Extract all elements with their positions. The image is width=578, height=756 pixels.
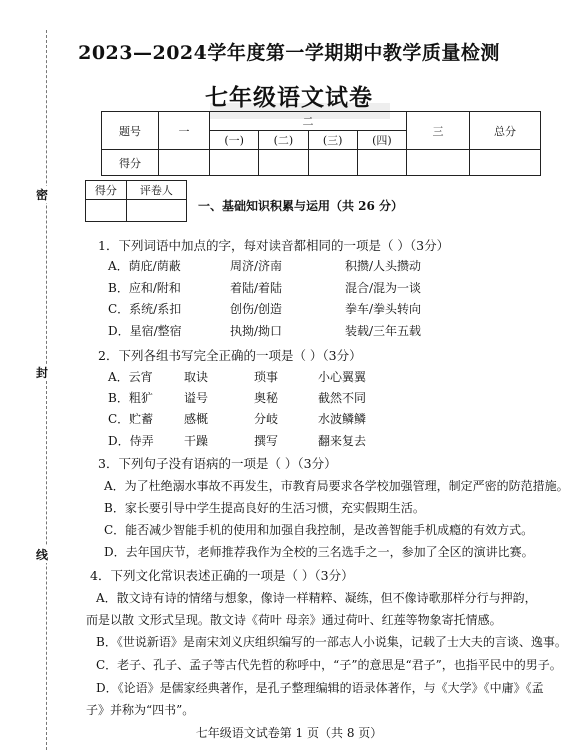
- q2-option-d-2: 干躁: [184, 434, 209, 448]
- score-cell[interactable]: [259, 150, 308, 176]
- q2-option-c-4: 水波鳞鳞: [318, 412, 367, 426]
- q4-line-5: D．《论语》是儒家经典著作，是孔子整理编辑的语录体著作，与《大学》《中庸》《孟: [96, 681, 544, 695]
- score-cell[interactable]: [210, 150, 259, 176]
- q2-option-a-4: 小心翼翼: [318, 370, 367, 384]
- question-3-stem: 3．下列句子没有语病的一项是（ ）（3分）: [98, 456, 337, 471]
- score-table-col-3: 三: [407, 112, 470, 150]
- score-cell[interactable]: [357, 150, 406, 176]
- q1-option-a-2: 周济/济南: [230, 259, 283, 273]
- q2-option-d-1: D．侍弄: [108, 434, 154, 448]
- q1-option-b-1: B．应和/附和: [108, 281, 181, 295]
- q1-option-c-1: C．系统/系扣: [108, 302, 182, 316]
- q2-option-b-4: 截然不同: [318, 391, 367, 405]
- score-cell[interactable]: [470, 150, 541, 176]
- q4-line-4: C．老子、孔子、孟子等古代先哲的称呼中，“子”的意思是“君子”，也指平民中的男子。: [96, 658, 562, 672]
- score-table-score-label: 得分: [102, 150, 159, 176]
- score-table-sub-3: (三): [308, 131, 357, 150]
- score-table-col-2: 二: [210, 112, 407, 131]
- q3-option-c: C．能否减少智能手机的使用和加强自我控制，是改善智能手机成瘾的有效方式。: [104, 523, 534, 537]
- score-table: [101, 111, 541, 176]
- score-table-col-total: 总分: [470, 112, 541, 150]
- margin-label-fold: 封: [36, 366, 49, 380]
- grader-name-cell[interactable]: [126, 200, 186, 222]
- q2-option-b-1: B．粗犷: [108, 391, 153, 405]
- q3-option-b: B．家长要引导中学生提高良好的生活习惯，充实假期生活。: [104, 501, 425, 515]
- q4-line-3: B．《世说新语》是南宋刘义庆组织编写的一部志人小说集，记载了士大夫的言谈、逸事。: [96, 635, 567, 649]
- question-1-stem: 1．下列词语中加点的字，每对读音都相同的一项是（ ）（3分）: [98, 238, 450, 253]
- q2-option-a-1: A．云宵: [108, 370, 153, 384]
- q1-option-b-3: 混合/混为一谈: [345, 281, 422, 295]
- grader-table: [85, 180, 187, 222]
- q2-option-c-3: 分岐: [254, 412, 279, 426]
- q1-option-d-2: 执拗/拗口: [230, 324, 283, 338]
- exam-subtitle: 七年级语文试卷: [205, 84, 373, 111]
- q1-option-d-3: 装载/三年五载: [345, 324, 422, 338]
- section-heading: 一、基础知识积累与运用（共 26 分）: [198, 199, 404, 213]
- q2-option-b-2: 谥号: [184, 391, 209, 405]
- q4-line-6: 子》并称为“四书”。: [86, 703, 195, 717]
- q1-option-d-1: D．星宿/整宿: [108, 324, 182, 338]
- exam-title: 2023—2024学年度第一学期期中教学质量检测: [78, 42, 500, 64]
- question-2-stem: 2．下列各组书写完全正确的一项是（ ）（3分）: [98, 348, 362, 363]
- grader-score-label: 得分: [86, 181, 127, 200]
- score-cell[interactable]: [308, 150, 357, 176]
- q4-line-1: A．散文诗有诗的情绪与想象，像诗一样精粹、凝练，但不像诗歌那样分行与押韵，: [96, 591, 537, 605]
- q2-option-a-3: 琐事: [254, 370, 279, 384]
- q1-option-c-3: 拳车/拳头转向: [345, 302, 422, 316]
- question-4-stem: 4．下列文化常识表述正确的一项是（ ）（3分）: [90, 568, 354, 583]
- score-table-sub-4: (四): [357, 131, 406, 150]
- q1-option-b-2: 着陆/着陆: [230, 281, 283, 295]
- q1-option-a-1: A．荫庇/荫蔽: [108, 259, 181, 273]
- q1-option-a-3: 积攒/人头攒动: [345, 259, 422, 273]
- grader-label: 评卷人: [126, 181, 186, 200]
- score-table-sub-2: (二): [259, 131, 308, 150]
- score-cell[interactable]: [407, 150, 470, 176]
- q2-option-c-1: C．贮蓄: [108, 412, 154, 426]
- q2-option-a-2: 取诀: [184, 370, 209, 384]
- grader-score-cell[interactable]: [86, 200, 127, 222]
- q1-option-c-2: 创伤/创造: [230, 302, 283, 316]
- margin-label-line: 线: [36, 548, 49, 562]
- q2-option-b-3: 奥秘: [254, 391, 279, 405]
- q4-line-2: 而是以散 文形式呈现。散文诗《荷叶 母亲》通过荷叶、红莲等物象寄托情感。: [86, 613, 502, 627]
- q3-option-d: D．去年国庆节，老师推荐我作为全校的三名选手之一，参加了全区的演讲比赛。: [104, 545, 534, 559]
- q3-option-a: A．为了杜绝溺水事故不再发生，市教育局要求各学校加强管理，制定严密的防范措施。: [104, 479, 569, 493]
- page-footer: 七年级语文试卷第 1 页（共 8 页）: [195, 726, 383, 740]
- score-table-header-label: 题号: [102, 112, 159, 150]
- score-table-sub-1: (一): [210, 131, 259, 150]
- score-cell[interactable]: [159, 150, 210, 176]
- binding-line: [46, 30, 47, 750]
- q2-option-c-2: 感概: [184, 412, 209, 426]
- margin-label-seal: 密: [36, 188, 49, 202]
- q2-option-d-4: 翻来复去: [318, 434, 367, 448]
- score-table-col-1: 一: [159, 112, 210, 150]
- q2-option-d-3: 撰写: [254, 434, 279, 448]
